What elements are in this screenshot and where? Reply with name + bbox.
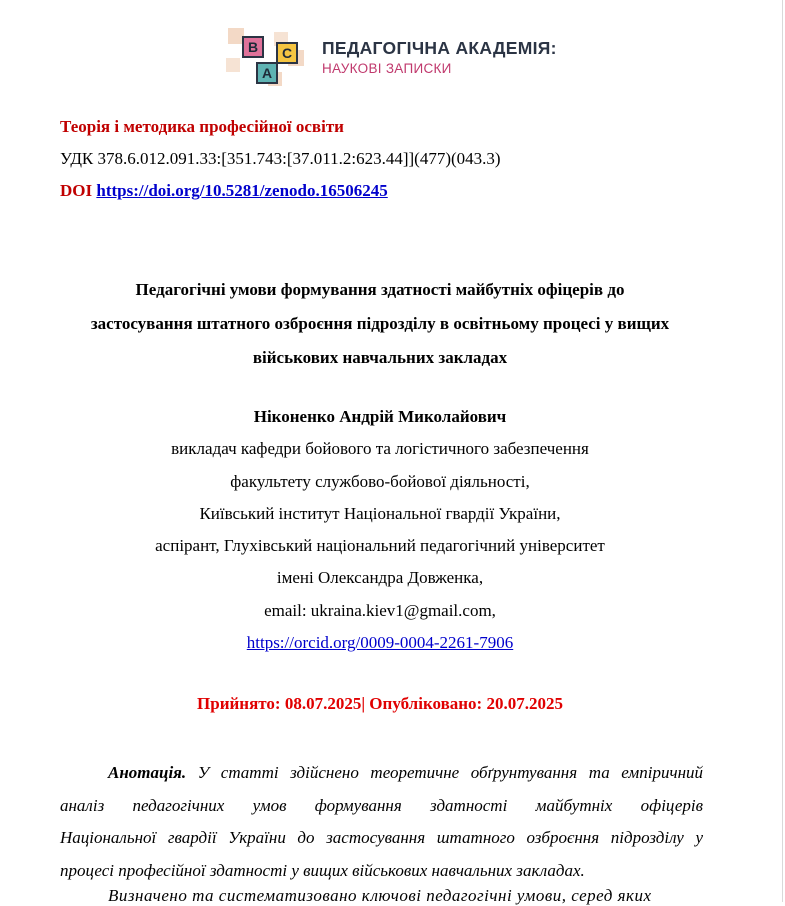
affiliation-line: викладач кафедри бойового та логістичного забезпечення <box>171 439 589 459</box>
abstract-text: У статті здійснено теоретичне обґрунтування та емпіричний <box>197 763 704 782</box>
abstract-line: процесі професійної здатності у вищих військових навчальних закладах. <box>60 860 585 880</box>
affiliation-line: факультету службово-бойової діяльності, <box>230 471 530 491</box>
journal-subtitle: НАУКОВІ ЗАПИСКИ <box>322 61 452 76</box>
title-line: застосування штатного озброєння підрозділу в освітньому процесі у вищих <box>90 314 670 333</box>
page-edge <box>782 0 783 902</box>
journal-logo <box>222 28 572 90</box>
article-title <box>30 273 730 375</box>
abstract-line: аналіз педагогічних умов формування здатності майбутніх офіцерів <box>60 795 703 815</box>
abstract <box>60 757 703 887</box>
logo-block-b: B <box>242 36 264 58</box>
journal-title: ПЕДАГОГІЧНА АКАДЕМІЯ: <box>322 38 557 58</box>
logo-blocks <box>222 28 314 90</box>
title-line: військових навчальних закладах <box>252 348 508 367</box>
abstract-line <box>60 757 703 790</box>
affiliation-line: Київський інститут Національної гвардії України, <box>199 503 561 523</box>
author-email: email: ukraina.kiev1@gmail.com, <box>264 600 496 620</box>
author-name: Ніконенко Андрій Миколайович <box>253 407 507 426</box>
title-line: Педагогічні умови формування здатності майбутніх офіцерів до <box>135 280 625 299</box>
publication-dates: Прийнято: 08.07.2025| Опубліковано: 20.07.2025 <box>197 694 563 713</box>
author-block <box>80 401 680 659</box>
abstract-cut-line: Визначено та систематизовано ключові педагогічні умови, серед яких <box>108 886 652 905</box>
logo-square-4 <box>226 58 240 72</box>
udc-code: УДК 378.6.012.091.33:[351.743:[37.011.2:623.44]](477)(043.3) <box>60 149 501 168</box>
section-heading: Теорія і методика професійної освіти <box>60 117 344 136</box>
affiliation-line: аспірант, Глухівський національний педагогічний університет <box>155 536 605 556</box>
abstract-line: Національної гвардії України до застосування штатного озброєння підрозділу у <box>60 828 703 847</box>
doi-line <box>60 181 388 201</box>
doi-label: DOI <box>60 181 93 200</box>
affiliation-line: імені Олександра Довженка, <box>276 568 484 588</box>
logo-block-a: A <box>256 62 278 84</box>
logo-block-c: C <box>276 42 298 64</box>
orcid-link[interactable]: https://orcid.org/0009-0004-2261-7906 <box>246 633 514 653</box>
abstract-label: Анотація. <box>108 763 187 782</box>
doi-link[interactable]: https://doi.org/10.5281/zenodo.16506245 <box>96 181 388 200</box>
